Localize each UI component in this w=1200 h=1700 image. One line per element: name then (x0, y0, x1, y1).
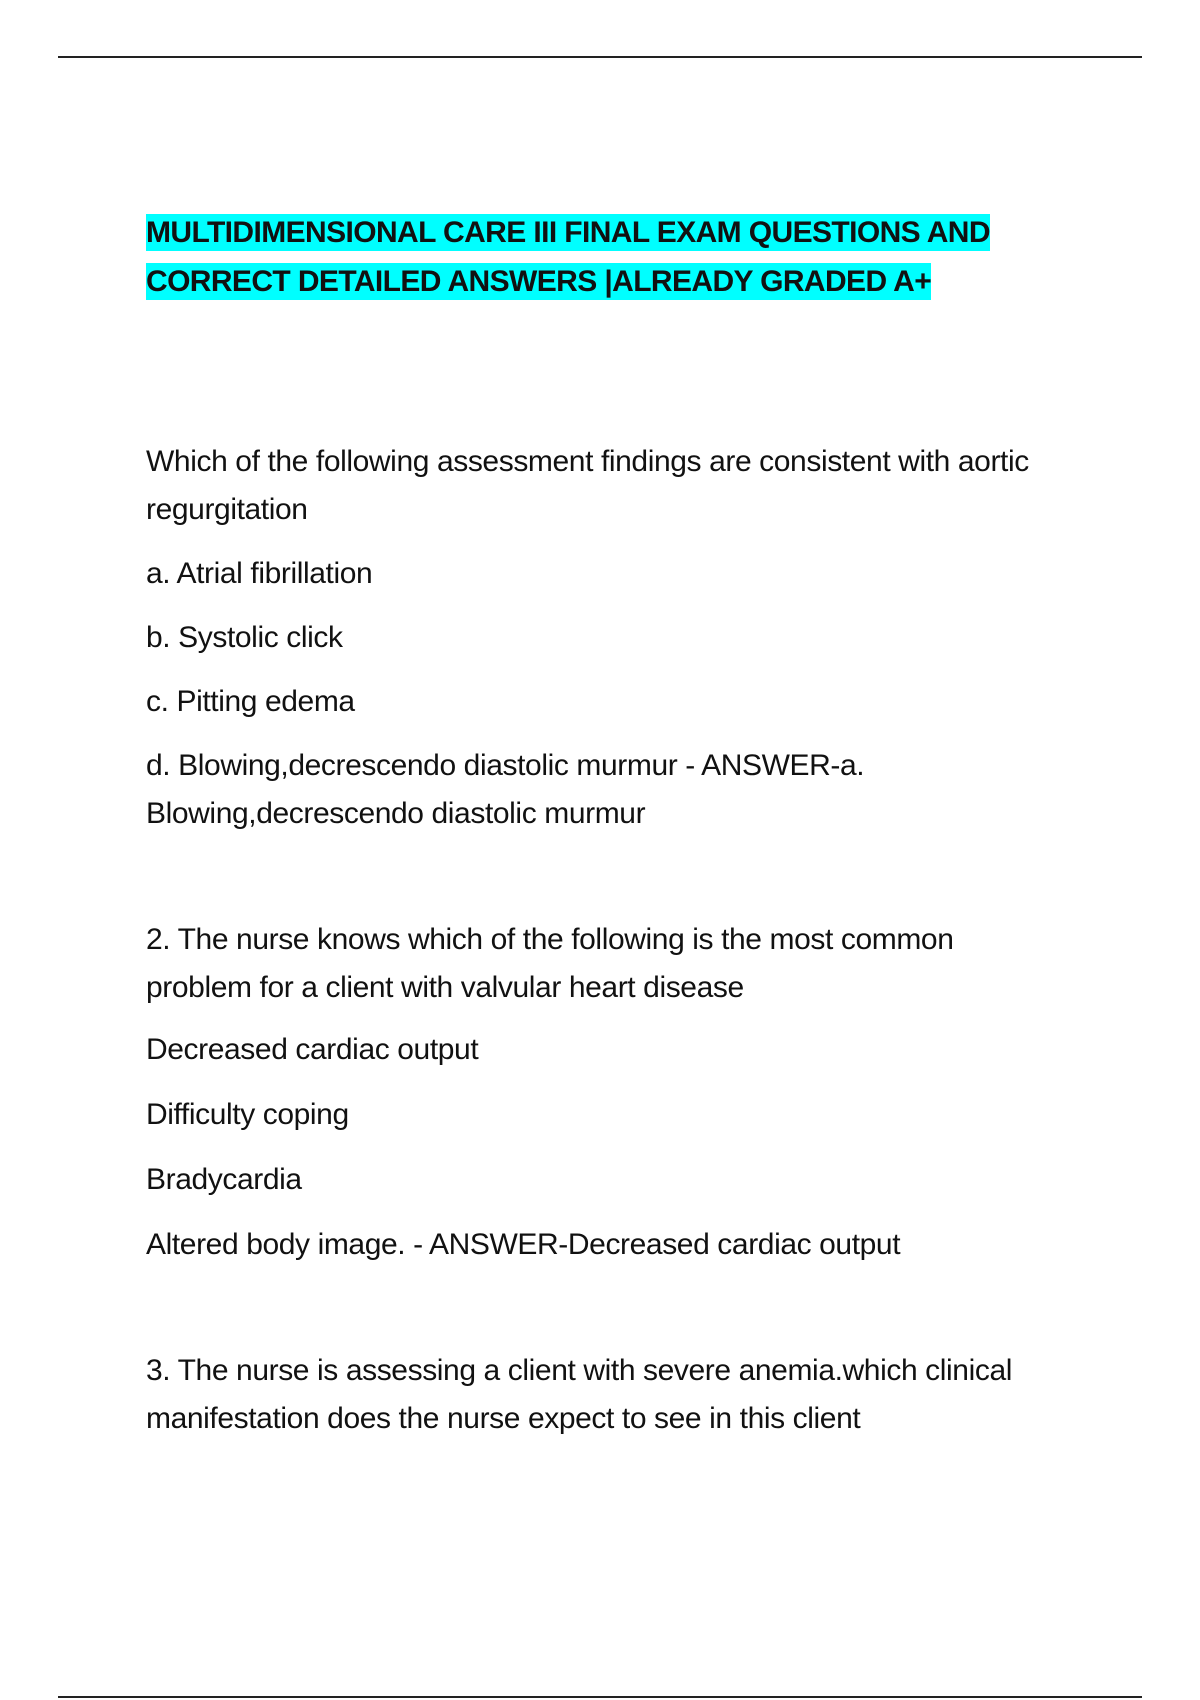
question-text: 3. The nurse is assessing a client with severe anemia.which clinical manifestation does the nurse expect to see in this client (146, 1354, 1013, 1435)
question-text: 2. The nurse knows which of the following is the most common problem for a client with valvular heart disease (146, 923, 954, 1004)
title-line-1: MULTIDIMENSIONAL CARE III FINAL EXAM QUESTIONS AND (146, 216, 990, 249)
document-title (146, 208, 1046, 306)
top-rule (58, 56, 1142, 58)
title-line-2: CORRECT DETAILED ANSWERS |ALREADY GRADED A+ (146, 265, 932, 298)
answer-option: b. Systolic click (146, 621, 343, 654)
answer-option: d. Blowing,decrescendo diastolic murmur - ANSWER-a. Blowing,decrescendo diastolic murmur (146, 749, 865, 830)
document-body (146, 208, 1046, 1443)
answer-option: Decreased cardiac output (146, 1033, 479, 1066)
answer-option: Bradycardia (146, 1163, 302, 1196)
question-1 (146, 438, 1046, 838)
question-2 (146, 916, 1046, 1269)
answer-option: Altered body image. - ANSWER-Decreased cardiac output (146, 1228, 901, 1261)
answer-option: a. Atrial fibrillation (146, 557, 373, 590)
answer-option: Difficulty coping (146, 1098, 349, 1131)
question-text: Which of the following assessment findings are consistent with aortic regurgitation (146, 445, 1029, 526)
bottom-rule (58, 1696, 1142, 1698)
answer-option: c. Pitting edema (146, 685, 355, 718)
question-3 (146, 1347, 1046, 1443)
